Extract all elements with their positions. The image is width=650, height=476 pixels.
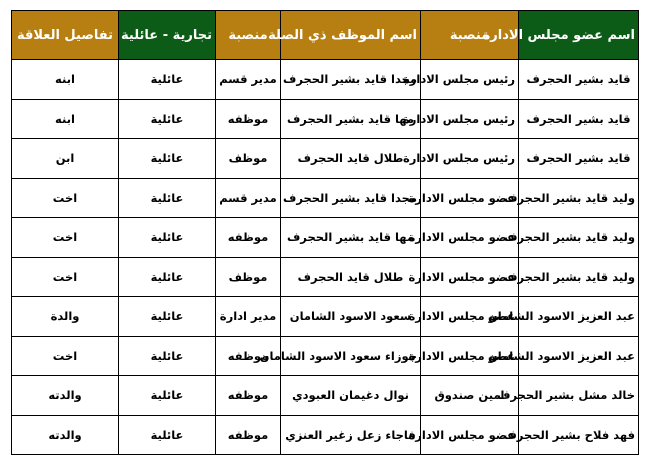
cell-member-position: امين صندوق: [421, 376, 519, 416]
cell-member-position: رئيس مجلس الادارة: [421, 139, 519, 179]
cell-relation-type: عائلية: [119, 376, 216, 416]
cell-relation-type: عائلية: [119, 60, 216, 100]
cell-employee-position: موظف: [216, 139, 281, 179]
table-row: [12, 257, 639, 297]
table-row: [12, 415, 639, 455]
cell-member-position: عضو مجلس الادارة: [421, 336, 519, 376]
header-relation-details: تفاصيل العلاقة: [12, 11, 119, 60]
cell-relation-type: عائلية: [119, 257, 216, 297]
cell-relation-type: عائلية: [119, 99, 216, 139]
cell-board-member: قايد بشير الحجرف: [519, 99, 639, 139]
cell-employee-position: مدير قسم: [216, 178, 281, 218]
cell-employee-position: موظفه: [216, 336, 281, 376]
cell-employee-position: مدير قسم: [216, 60, 281, 100]
cell-employee-position: موظفه: [216, 415, 281, 455]
cell-relation-type: عائلية: [119, 218, 216, 258]
cell-relation-type: عائلية: [119, 336, 216, 376]
cell-relation-details: اخت: [12, 257, 119, 297]
cell-relation-details: والدته: [12, 376, 119, 416]
cell-board-member: عبد العزيز الاسود الشامان: [519, 297, 639, 337]
cell-member-position: عضو مجلس الادارة: [421, 218, 519, 258]
cell-related-employee: مجدا قايد بشير الحجرف: [281, 178, 421, 218]
cell-related-employee: طلال قايد الحجرف: [281, 139, 421, 179]
table-row: [12, 139, 639, 179]
cell-member-position: عضو مجلس الادارة: [421, 415, 519, 455]
relationship-table-container: [11, 10, 638, 455]
cell-employee-position: موظفه: [216, 376, 281, 416]
table-row: [12, 178, 639, 218]
cell-relation-details: والدة: [12, 297, 119, 337]
cell-board-member: وليد قايد بشير الحجرف: [519, 257, 639, 297]
cell-employee-position: مدير ادارة: [216, 297, 281, 337]
cell-related-employee: طلال قايد الحجرف: [281, 257, 421, 297]
table-row: [12, 336, 639, 376]
table-row: [12, 60, 639, 100]
table-row: [12, 99, 639, 139]
cell-board-member: قايد بشير الحجرف: [519, 139, 639, 179]
header-related-employee-name: اسم الموظف ذي الصلة: [281, 11, 421, 60]
header-row: [12, 11, 639, 60]
header-employee-position: منصبة: [216, 11, 281, 60]
cell-board-member: وليد قايد بشير الحجرف: [519, 178, 639, 218]
table-body: [12, 60, 639, 455]
cell-relation-type: عائلية: [119, 139, 216, 179]
cell-board-member: وليد قايد بشير الحجرف: [519, 218, 639, 258]
table-row: [12, 218, 639, 258]
cell-relation-type: عائلية: [119, 297, 216, 337]
cell-related-employee: جوزاء سعود الاسود الشامان: [281, 336, 421, 376]
related-parties-table: [11, 10, 639, 455]
header-board-member-name: اسم عضو مجلس الادارة: [519, 11, 639, 60]
cell-board-member: قايد بشير الحجرف: [519, 60, 639, 100]
cell-member-position: رئيس مجلس الادارة: [421, 99, 519, 139]
cell-related-employee: سعود الاسود الشامان: [281, 297, 421, 337]
cell-member-position: رئيس مجلس الادارة: [421, 60, 519, 100]
cell-relation-details: اخت: [12, 218, 119, 258]
header-member-position: منصبة: [421, 11, 519, 60]
cell-relation-details: ابن: [12, 139, 119, 179]
table-row: [12, 297, 639, 337]
cell-relation-details: والدته: [12, 415, 119, 455]
cell-related-employee: فاجاء زعل زغير العنزي: [281, 415, 421, 455]
table-row: [12, 376, 639, 416]
cell-board-member: خالد مشل بشير الحجرف: [519, 376, 639, 416]
cell-employee-position: موظف: [216, 257, 281, 297]
header-relation-type: تجارية - عائلية: [119, 11, 216, 60]
cell-member-position: عضو مجلس الادارة: [421, 257, 519, 297]
cell-employee-position: موظفه: [216, 99, 281, 139]
cell-board-member: فهد فلاح بشير الحجرف: [519, 415, 639, 455]
cell-related-employee: نوال دغيمان العبودي: [281, 376, 421, 416]
cell-board-member: عبد العزيز الاسود الشامان: [519, 336, 639, 376]
cell-relation-details: اخت: [12, 178, 119, 218]
cell-related-employee: مجدا قايد بشير الحجرف: [281, 60, 421, 100]
cell-related-employee: مها قايد بشير الحجرف: [281, 99, 421, 139]
cell-relation-details: ابنه: [12, 99, 119, 139]
cell-related-employee: مها قايد بشير الحجرف: [281, 218, 421, 258]
cell-relation-type: عائلية: [119, 178, 216, 218]
cell-employee-position: موظفه: [216, 218, 281, 258]
cell-member-position: عضو مجلس الادارة: [421, 297, 519, 337]
cell-relation-type: عائلية: [119, 415, 216, 455]
cell-member-position: عضو مجلس الادارة: [421, 178, 519, 218]
cell-relation-details: ابنه: [12, 60, 119, 100]
cell-relation-details: اخت: [12, 336, 119, 376]
